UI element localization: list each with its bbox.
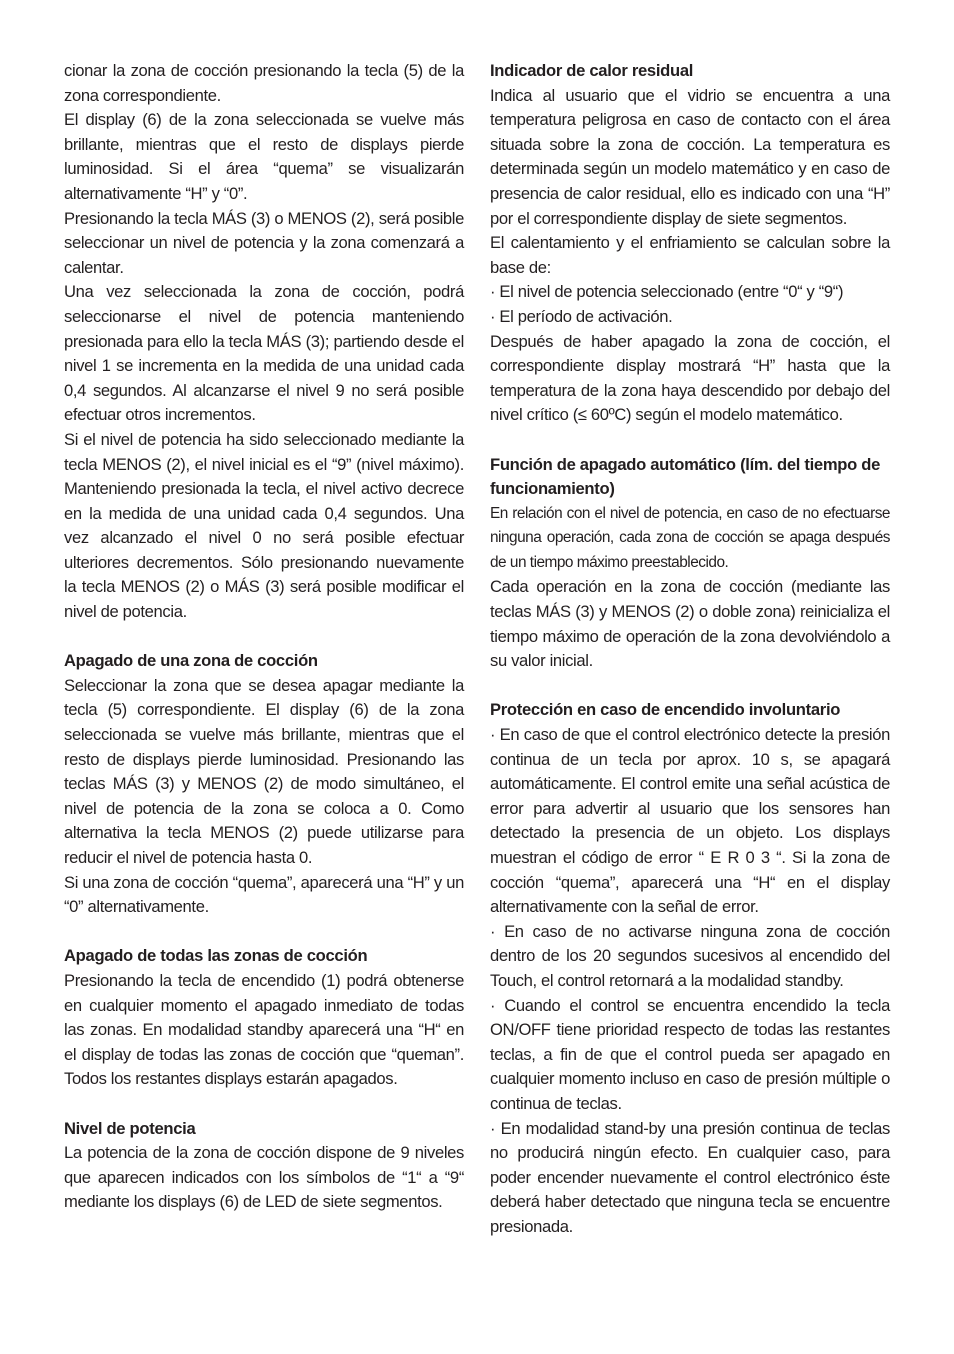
power-level-paragraph-1: La potencia de la zona de cocción dispone de 9 niveles que aparecen indicados con los símbolos de “1“ a “9“ mediante los displays (6) de LED de siete segmentos. <box>64 1143 464 1212</box>
section-heading-off-zone: Apagado de una zona de cocción <box>64 651 318 671</box>
intro-paragraph-5: Si el nivel de potencia ha sido seleccionado mediante la tecla MENOS (2), el nivel inicial es el “9” (nivel máximo). Manteniendo presionada la tecla, el nivel activo decrece en la medida de una unidad cada 0,4 segundos. Una vez alcanzado el nivel 0 no será posible efectuar ulteriores decrementos. Sólo presionando nuevamente la tecla MENOS (2) o MÁS (3) será posible modificar el nivel de potencia. <box>64 429 464 622</box>
intro-paragraph-3: Presionando la tecla MÁS (3) o MENOS (2), será posible seleccionar un nivel de potencia y la zona comenzará a calentar. <box>64 208 464 277</box>
protection-bullet-1: · En caso de que el control electrónico detecte la presión continua de un tecla por aprox. 10 s, se apagará automáticamente. El control emite una señal acústica de error para advertir al usuario que los sensores han detectado la presencia de un objeto. Los displays muestran el código de error “ E R 0 3 “. Si la zona de cocción “quema”, aparecerá una “H“ en el display alternativamente con la señal de error. <box>490 725 890 917</box>
residual-heat-paragraph-3: Después de haber apagado la zona de cocción, el correspondiente display mostrará “H” hasta que la temperatura de la zona haya descendido por debajo del nivel crítico (≤ 60ºC) según el modelo matemático. <box>490 331 890 425</box>
section-heading-auto-off: Función de apagado automático (lím. del tiempo de funcionamiento) <box>490 454 881 499</box>
intro-paragraph-1: cionar la zona de cocción presionando la tecla (5) de la zona correspondiente. <box>64 61 464 105</box>
right-column <box>490 59 890 1240</box>
residual-heat-paragraph-1: Indica al usuario que el vidrio se encuentra a una temperatura peligrosa en caso de contacto con el área situada sobre la zona de cocción. La temperatura es determinada según un modelo matemático y en caso de presencia de calor residual, ello es indicado con una “H” por el correspondiente display de siete segmentos. <box>490 85 890 228</box>
section-heading-power-level: Nivel de potencia <box>64 1118 196 1138</box>
auto-off-small-paragraph: En relación con el nivel de potencia, en caso de no efectuarse ninguna operación, cada zona de cocción se apaga después de un tiempo máximo preestablecido. <box>490 504 890 571</box>
residual-heat-bullet-2: · El período de activación. <box>490 306 673 326</box>
left-column <box>64 59 464 1215</box>
off-zone-paragraph-1: Seleccionar la zona que se desea apagar mediante la tecla (5) correspondiente. El display (6) de la zona seleccionada se vuelve más brillante, mientras que el resto de displays pierde luminosidad. Presionando las teclas MÁS (3) y MENOS (2) de modo simultáneo, el nivel de potencia de la zona se coloca a 0. Como alternativa la tecla MENOS (2) puede utilizarse para reducir el nivel de potencia hasta 0. <box>64 675 464 867</box>
protection-bullet-4: · En modalidad stand-by una presión continua de teclas no producirá ningún efecto. En cualquier caso, para poder encender nuevamente el control electrónico éste deberá haber detectado que ninguna tecla se encuentre presionada. <box>490 1118 890 1236</box>
section-heading-residual-heat: Indicador de calor residual <box>490 61 694 80</box>
auto-off-paragraph-1: Cada operación en la zona de cocción (mediante las teclas MÁS (3) y MENOS (2) o doble zona) reinicializa el tiempo máximo de operación de la zona devolviéndolo a su valor inicial. <box>490 577 890 671</box>
intro-paragraph-2: El display (6) de la zona seleccionada se vuelve más brillante, mientras que el resto de displays pierde luminosidad. Si el área “quema” se visualizarán alternativamente “H” y “0”. <box>64 110 464 203</box>
section-heading-off-all: Apagado de todas las zonas de cocción <box>64 946 368 966</box>
section-heading-protection: Protección en caso de encendido involuntario <box>490 700 841 720</box>
off-zone-paragraph-2: Si una zona de cocción “quema”, aparecerá una “H” y un “0” alternativamente. <box>64 872 464 917</box>
protection-bullet-2: · En caso de no activarse ninguna zona de cocción dentro de los 20 segundos sucesivos al encendido del Touch, el control retornará a la modalidad standby. <box>490 921 890 990</box>
residual-heat-paragraph-2: El calentamiento y el enfriamiento se calculan sobre la base de: <box>490 233 890 277</box>
residual-heat-bullet-1: · El nivel de potencia seleccionado (entre “0“ y “9“) <box>490 282 844 302</box>
protection-bullet-3: · Cuando el control se encuentra encendido la tecla ON/OFF tiene prioridad respecto de todas las restantes teclas, a fin de que el control pueda ser apagado en cualquier momento incluso en caso de presión múltiple o continua de teclas. <box>490 995 890 1113</box>
intro-paragraph-4: Una vez seleccionada la zona de cocción, podrá seleccionarse el nivel de potencia manteniendo presionada para ello la tecla MÁS (3); partiendo desde el nivel 1 se incrementa en la medida de una unidad cada 0,4 segundos. Al alcanzarse el nivel 9 no será posible efectuar otros incrementos. <box>64 282 464 425</box>
off-all-paragraph-1: Presionando la tecla de encendido (1) podrá obtenerse en cualquier momento el apagado inmediato de todas las zonas. En modalidad standby aparecerá una “H“ en el display de todas las zonas de cocción que “queman”. Todos los restantes displays estarán apagados. <box>64 970 464 1089</box>
